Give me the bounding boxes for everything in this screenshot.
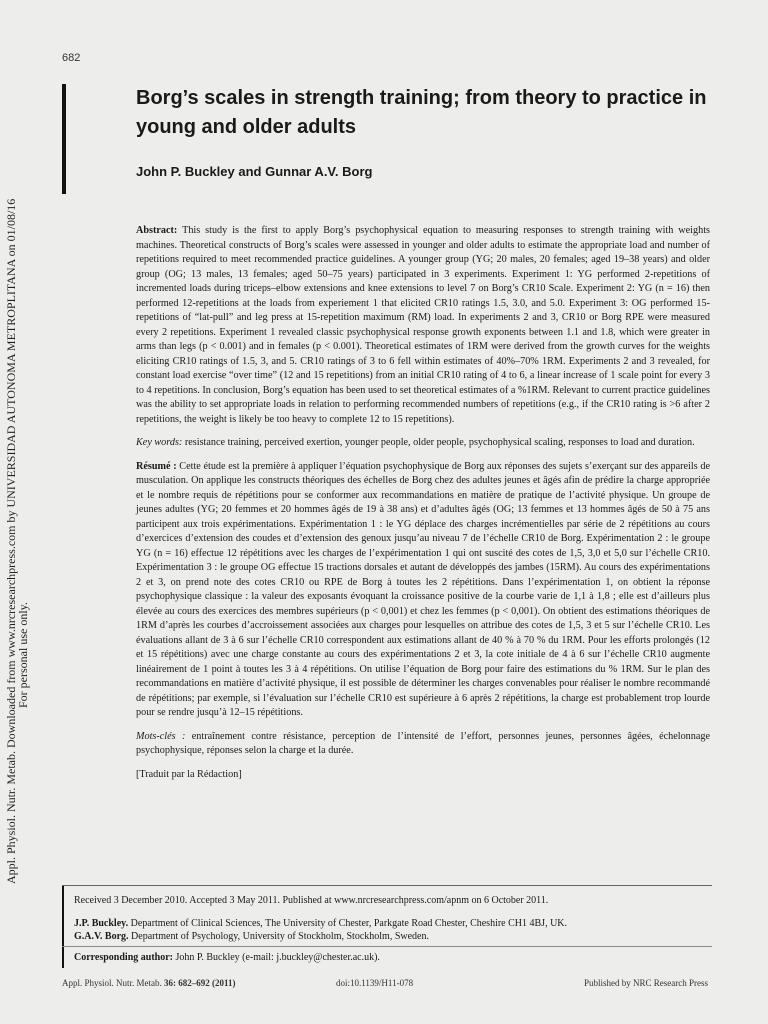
title-accent-bar [62,84,66,194]
article-authors: John P. Buckley and Gunnar A.V. Borg [136,164,373,179]
journal-citation [62,978,236,988]
article-summary [136,224,710,791]
keywords-text: resistance training, perceived exertion, younger people, older people, psychophysical scaling, responses to load and duration. [182,437,695,448]
corresponding-author [64,951,380,964]
article-footer [62,886,714,968]
publisher: Published by NRC Research Press [584,978,708,988]
affiliation-borg [64,930,429,943]
motscles-text: entraînement contre résistance, perception de l’intensité de l’effort, personnes jeunes, personnes âgées, échelonnage psychophysique, réponses selon la charge et la durée. [136,730,710,756]
keywords-paragraph [136,436,710,451]
article-title: Borg’s scales in strength training; from theory to practice in young and older adults [136,87,707,138]
page-number: 682 [62,52,81,64]
corresponding-author-label: Corresponding author: [74,952,173,963]
affiliation-buckley [64,917,567,930]
affiliation-buckley-name: J.P. Buckley. [74,918,129,929]
journal-name: Appl. Physiol. Nutr. Metab. [62,978,162,988]
footer-inner-divider [62,946,712,947]
resume-text: Cette étude est la première à appliquer l’équation psychophysique de Borg aux réponses des sujets s’exerçant sur des appareils de musculation. On applique les constructs théoriques des échelles de Borg chez des adultes jeunes et âgés afin de prédire la charge appropriée et le nombre requis de répétitions pour se conformer aux recommandations en matière de pratique de l’activité physique. Un groupe de jeunes adultes (YG; 20 femmes et 20 hommes âgés de 19 à 38 ans) et d’adultes âgés (OG; 13 femmes et 13 hommes âgés de 50 à 75 ans participent aux trois expérimentations. Expérimentation 1 : le YG déplace des charges incrémentielles par série de 2 répétitions au cours d’exercices d’extension des coudes et d’extension des genoux jusqu’au niveau 7 de l’échelle CR10 de Borg. Expérimentation 2 : le groupe YG (n = 16) effectue 12 répétitions avec les charges de l’expérimentation 1 qui ont suscité des cotes de 1,5, 3,0 et 5,0 sur l’échelle CR10. Expérimentation 3 : le groupe OG effectue 15 tractions dorsales et autant de développés des jambes (15RM). Au cours des expérimentations 2 et 3, on prend note des cotes CR10 ou RPE de Borg à toutes les 2 répétitions. Dans l’expérimentation 1, on obtient la réponse psychophysique classique : la valeur des exposants évoquant la croissance positive de la courbe varie de 1,1 à 1,8 ; elle est d’ailleurs plus élevée au cours des exercices des membres supérieurs (p < 0,001) et chez les femmes (p < 0,001). On obtient des estimations théoriques de 1RM d’après les courbes d’accroissement associées aux charges pour lesquelles on attribue des cotes de 1,5, 3 et 5 sur l’échelle CR10. Les évaluations allant de 3 à 6 sur l’échelle CR10 correspondent aux estimations allant de 40 % à 70 % du 1RM. Pour les efforts prolongés (12 et 15 répétitions) avec une charge constante au cours des expérimentations 2 et 3, la cote initiale de 4 à 6 sur l’échelle CR10 augmente linéairement de 1 point à toutes les 3 à 4 répétitions. On utilise l’équation de Borg pour faire des estimations du % 1RM. Sur le plan des recommandations en matière d’activité physique, il est possible de déterminer les charges convenables pour réaliser le nombre recommandé de répétitions; par exemple, si l’évaluation sur l’échelle CR10 est supérieure à 6 après 2 répétitions, la charge est probablement trop lourde pour se rendre jusqu’à 12–15 répétitions. [136,460,710,718]
resume-label: Résumé : [136,460,177,472]
download-notice-line1: Appl. Physiol. Nutr. Metab. Downloaded from www.nrcresearchpress.com by UNIVERSIDAD AUTONOMA METROPLITANA on 01/08/16 [4,198,18,884]
download-notice [0,0,32,1024]
download-notice-line2: For personal use only. [16,602,30,708]
received-dates: Received 3 December 2010. Accepted 3 May 2011. Published at www.nrcresearchpress.com/apnm on 6 October 2011. [74,895,549,906]
resume-paragraph [136,460,710,721]
affiliation-borg-text: Department of Psychology, University of Stockholm, Stockholm, Sweden. [128,931,429,942]
affiliation-buckley-text: Department of Clinical Sciences, The University of Chester, Parkgate Road Chester, Cheshire CH1 4BJ, UK. [128,918,568,929]
translation-note: [Traduit par la Rédaction] [136,768,242,780]
abstract-paragraph [136,224,710,427]
abstract-label: Abstract: [136,225,178,236]
abstract-text: This study is the first to apply Borg’s psychophysical equation to measuring responses to strength training with weights machines. Theoretical constructs of Borg’s scales were assessed in younger and older adults to estimate the appropriate load and number of repetitions required to meet recommended practice guidelines. A younger group (YG; 20 males, 20 females; aged 19–38 years) and older group (OG; 13 males, 13 females; aged 50–75 years) participated in 3 experiments. Experiment 1: YG performed 2-repetitions of incremented loads during triceps–elbow extensions and knee extensions to level 7 on Borg’s CR10 Scale. Experiment 2: YG (n = 16) then performed 12-repetitions at the loads from experiement 1 that elicited CR10 ratings 1.5, 3.0, and 5.0. Experiment 3: OG performed 15-repetitions of “lat-pull” and leg press at 15-repetition maximum (RM) load. In experiments 2 and 3, CR10 or Borg RPE were measured every 2 repetitions. Experiment 1 revealed classic psychophysical response growth exponents between 1.1 and 1.8, which were greater in arms than legs (p < 0.001) and in females (p < 0.001). Theoretical estimates of 1RM were derived from the growth curves for the weights eliciting CR10 ratings of 1.5, 3, and 5. CR10 ratings of 3 to 6 fell within estimates of 40%–70% 1RM. Experiments 2 and 3 revealed, for constant load exercise “over time” (12 and 15 repetitions) from an initial CR10 rating of 4 to 6, a linear increase of 1 scale point for every 3 to 4 repetitions. In conclusion, Borg’s equation has been used to set theoretical estimates of a %1RM. Relevant to current practice guidelines was the ability to set appropriate loads in relation to performing recommended numbers of repetitions (e.g., if the CR10 rating is >6 after 2 repetitions, the weight is likely be too heavy to complete 12 to 15 repetitions). [136,225,710,425]
motscles-paragraph [136,730,710,759]
motscles-label: Mots-clés : [136,730,186,742]
volume-pages: 36: 682–692 (2011) [161,978,236,988]
doi: doi:10.1139/H11-078 [336,978,414,988]
keywords-label: Key words: [136,437,183,448]
corresponding-author-text: John P. Buckley (e-mail: j.buckley@chester.ac.uk). [173,952,380,963]
affiliation-borg-name: G.A.V. Borg. [74,931,129,942]
